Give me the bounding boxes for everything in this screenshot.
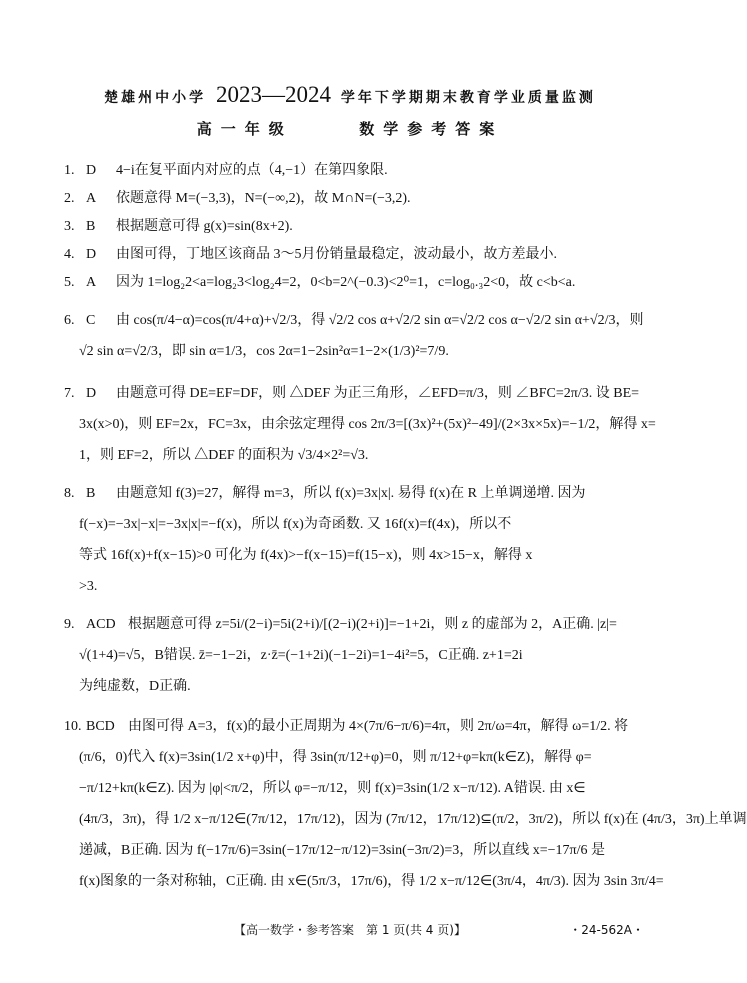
- grade-label: 高一年级: [196, 120, 293, 138]
- explanation-text: 因为 1=log₂2<a=log₂3<log₂4=2，0<b=2^(−0.3)<2⁰=1，c=log₀.₃2<0，故 c<b<a.: [116, 275, 576, 290]
- answer-line: [64, 414, 656, 435]
- page-footer: [0, 921, 700, 939]
- explanation-text: 3x(x>0)，则 EF=2x，FC=3x，由余弦定理得 cos 2π/3=[(3x)²+(5x)²−49]/(2×3x×5x)=−1/2，解得 x=: [79, 417, 656, 432]
- explanation-text: >3.: [79, 579, 98, 594]
- explanation-text: 由图可得，丁地区该商品 3～5月份销量最稳定，波动最小，故方差最小.: [116, 247, 557, 262]
- question-number: 8.: [64, 486, 75, 501]
- explanation-text: f(x)图象的一条对称轴，C正确. 由 x∈(5π/3，17π/6)，得 1/2 x−π/12∈(3π/4，4π/3). 因为 3sin 3π/4=: [79, 874, 664, 889]
- answer-line: [64, 809, 747, 830]
- answer-line: [64, 188, 650, 209]
- question-number: 2.: [64, 191, 75, 206]
- answer-choice: D: [86, 247, 97, 262]
- answer-line: [64, 576, 650, 597]
- explanation-text: √(1+4)=√5，B错误. z̄=−1−2i，z·z̄=(−1+2i)(−1−2i)=1−4i²=5，C正确. z+1=2i: [79, 648, 523, 663]
- answer-line: [64, 614, 650, 635]
- answer-item: [64, 716, 747, 892]
- answer-line: [64, 310, 650, 331]
- explanation-text: 由题意知 f(3)=27，解得 m=3，所以 f(x)=3x|x|. 易得 f(x)在 R 上单调递增. 因为: [116, 486, 586, 501]
- answer-item: [64, 216, 650, 237]
- explanation-text: (π/6，0)代入 f(x)=3sin(1/2 x+φ)中，得 3sin(π/12+φ)=0，则 π/12+φ=kπ(k∈Z)，解得 φ=: [79, 750, 592, 765]
- explanation-text: 由 cos(π/4−α)=cos(π/4+α)+√2/3，得 √2/2 cos α+√2/2 sin α=√2/2 cos α−√2/2 sin α+√2/3，则: [116, 313, 644, 328]
- answer-item: [64, 614, 650, 697]
- answer-line: [64, 645, 650, 666]
- answer-choice: B: [86, 219, 96, 234]
- school-name: 楚雄州中小学: [104, 90, 207, 106]
- explanation-text: 由题意可得 DE=EF=DF，则 △DEF 为正三角形，∠EFD=π/3，则 ∠BFC=2π/3. 设 BE=: [116, 386, 640, 401]
- answer-item: [64, 383, 656, 466]
- answer-line: [64, 747, 650, 768]
- question-number: 9.: [64, 617, 75, 632]
- explanation-text: f(−x)=−3x|−x|=−3x|x|=−f(x)，所以 f(x)为奇函数. 又 16f(x)=f(4x)，所以不: [79, 517, 512, 532]
- explanation-text: 为纯虚数，D正确.: [79, 679, 191, 694]
- explanation-text: 递减，B正确. 因为 f(−17π/6)=3sin(−17π/12−π/12)=3sin(−3π/2)=3，所以直线 x=−17π/6 是: [79, 843, 605, 858]
- question-number: 10.: [64, 719, 82, 734]
- answer-line: [64, 778, 650, 799]
- answer-item: [64, 188, 650, 209]
- answer-choice: B: [86, 486, 96, 501]
- footer-page-info: 【高一数学・参考答案 第 1 页(共 4 页)】: [234, 923, 466, 937]
- answer-list: [64, 160, 747, 892]
- answer-line: [64, 272, 650, 293]
- answer-line: [64, 244, 650, 265]
- answer-line: [64, 483, 650, 504]
- question-number: 6.: [64, 313, 75, 328]
- document-subtitle: [0, 118, 700, 139]
- answer-choice: D: [86, 163, 97, 178]
- answer-choice: A: [86, 275, 97, 290]
- answer-choice: A: [86, 191, 97, 206]
- explanation-text: 依题意得 M=(−3,3)，N=(−∞,2)，故 M∩N=(−3,2).: [116, 191, 411, 206]
- explanation-text: 1，则 EF=2，所以 △DEF 的面积为 √3/4×2²=√3.: [79, 448, 369, 463]
- answer-item: [64, 483, 650, 597]
- explanation-text: 由图可得 A=3，f(x)的最小正周期为 4×(7π/6−π/6)=4π，则 2π/ω=4π，解得 ω=1/2. 将: [128, 719, 629, 734]
- answer-item: [64, 310, 650, 362]
- answer-item: [64, 160, 650, 181]
- explanation-text: (4π/3，3π)，得 1/2 x−π/12∈(7π/12，17π/12)，因为 (7π/12，17π/12)⊆(π/2，3π/2)，所以 f(x)在 (4π/3，3π)上单调: [79, 812, 747, 827]
- answer-choice: D: [86, 386, 97, 401]
- explanation-text: 根据题意可得 g(x)=sin(8x+2).: [116, 219, 293, 234]
- answer-line: [64, 216, 650, 237]
- answer-line: [64, 716, 650, 737]
- explanation-text: 根据题意可得 z=5i/(2−i)=5i(2+i)/[(2−i)(2+i)]=−1+2i，则 z 的虚部为 2，A正确. |z|=: [128, 617, 617, 632]
- answer-line: [64, 514, 650, 535]
- answer-line: [64, 445, 650, 466]
- answer-item: [64, 244, 650, 265]
- explanation-text: 4−i在复平面内对应的点（4,−1）在第四象限.: [116, 163, 388, 178]
- answer-line: [64, 676, 650, 697]
- question-number: 1.: [64, 163, 75, 178]
- subject-label: 数学参考答案: [359, 120, 504, 138]
- answer-choice: ACD: [86, 617, 116, 632]
- school-year: 2023—2024: [216, 82, 331, 107]
- answer-line: [64, 545, 650, 566]
- explanation-text: −π/12+kπ(k∈Z). 因为 |φ|<π/2，所以 φ=−π/12，则 f(x)=3sin(1/2 x−π/12). A错误. 由 x∈: [79, 781, 586, 796]
- explanation-text: 等式 16f(x)+f(x−15)>0 可化为 f(4x)>−f(x−15)=f(15−x)，则 4x>15−x，解得 x: [79, 548, 533, 563]
- answer-line: [64, 871, 664, 892]
- answer-choice: BCD: [86, 719, 115, 734]
- document-header: [0, 82, 700, 108]
- question-number: 7.: [64, 386, 75, 401]
- header-title: 学年下学期期末教育学业质量监测: [340, 90, 596, 106]
- explanation-text: √2 sin α=√2/3，即 sin α=1/3，cos 2α=1−2sin²α=1−2×(1/3)²=7/9.: [79, 344, 449, 359]
- answer-line: [64, 840, 650, 861]
- answer-line: [64, 383, 650, 404]
- question-number: 3.: [64, 219, 75, 234]
- answer-item: [64, 272, 650, 293]
- answer-choice: C: [86, 313, 96, 328]
- question-number: 5.: [64, 275, 75, 290]
- footer-code: ・24-562A・: [569, 923, 644, 937]
- answer-line: [64, 160, 650, 181]
- answer-line: [64, 341, 650, 362]
- question-number: 4.: [64, 247, 75, 262]
